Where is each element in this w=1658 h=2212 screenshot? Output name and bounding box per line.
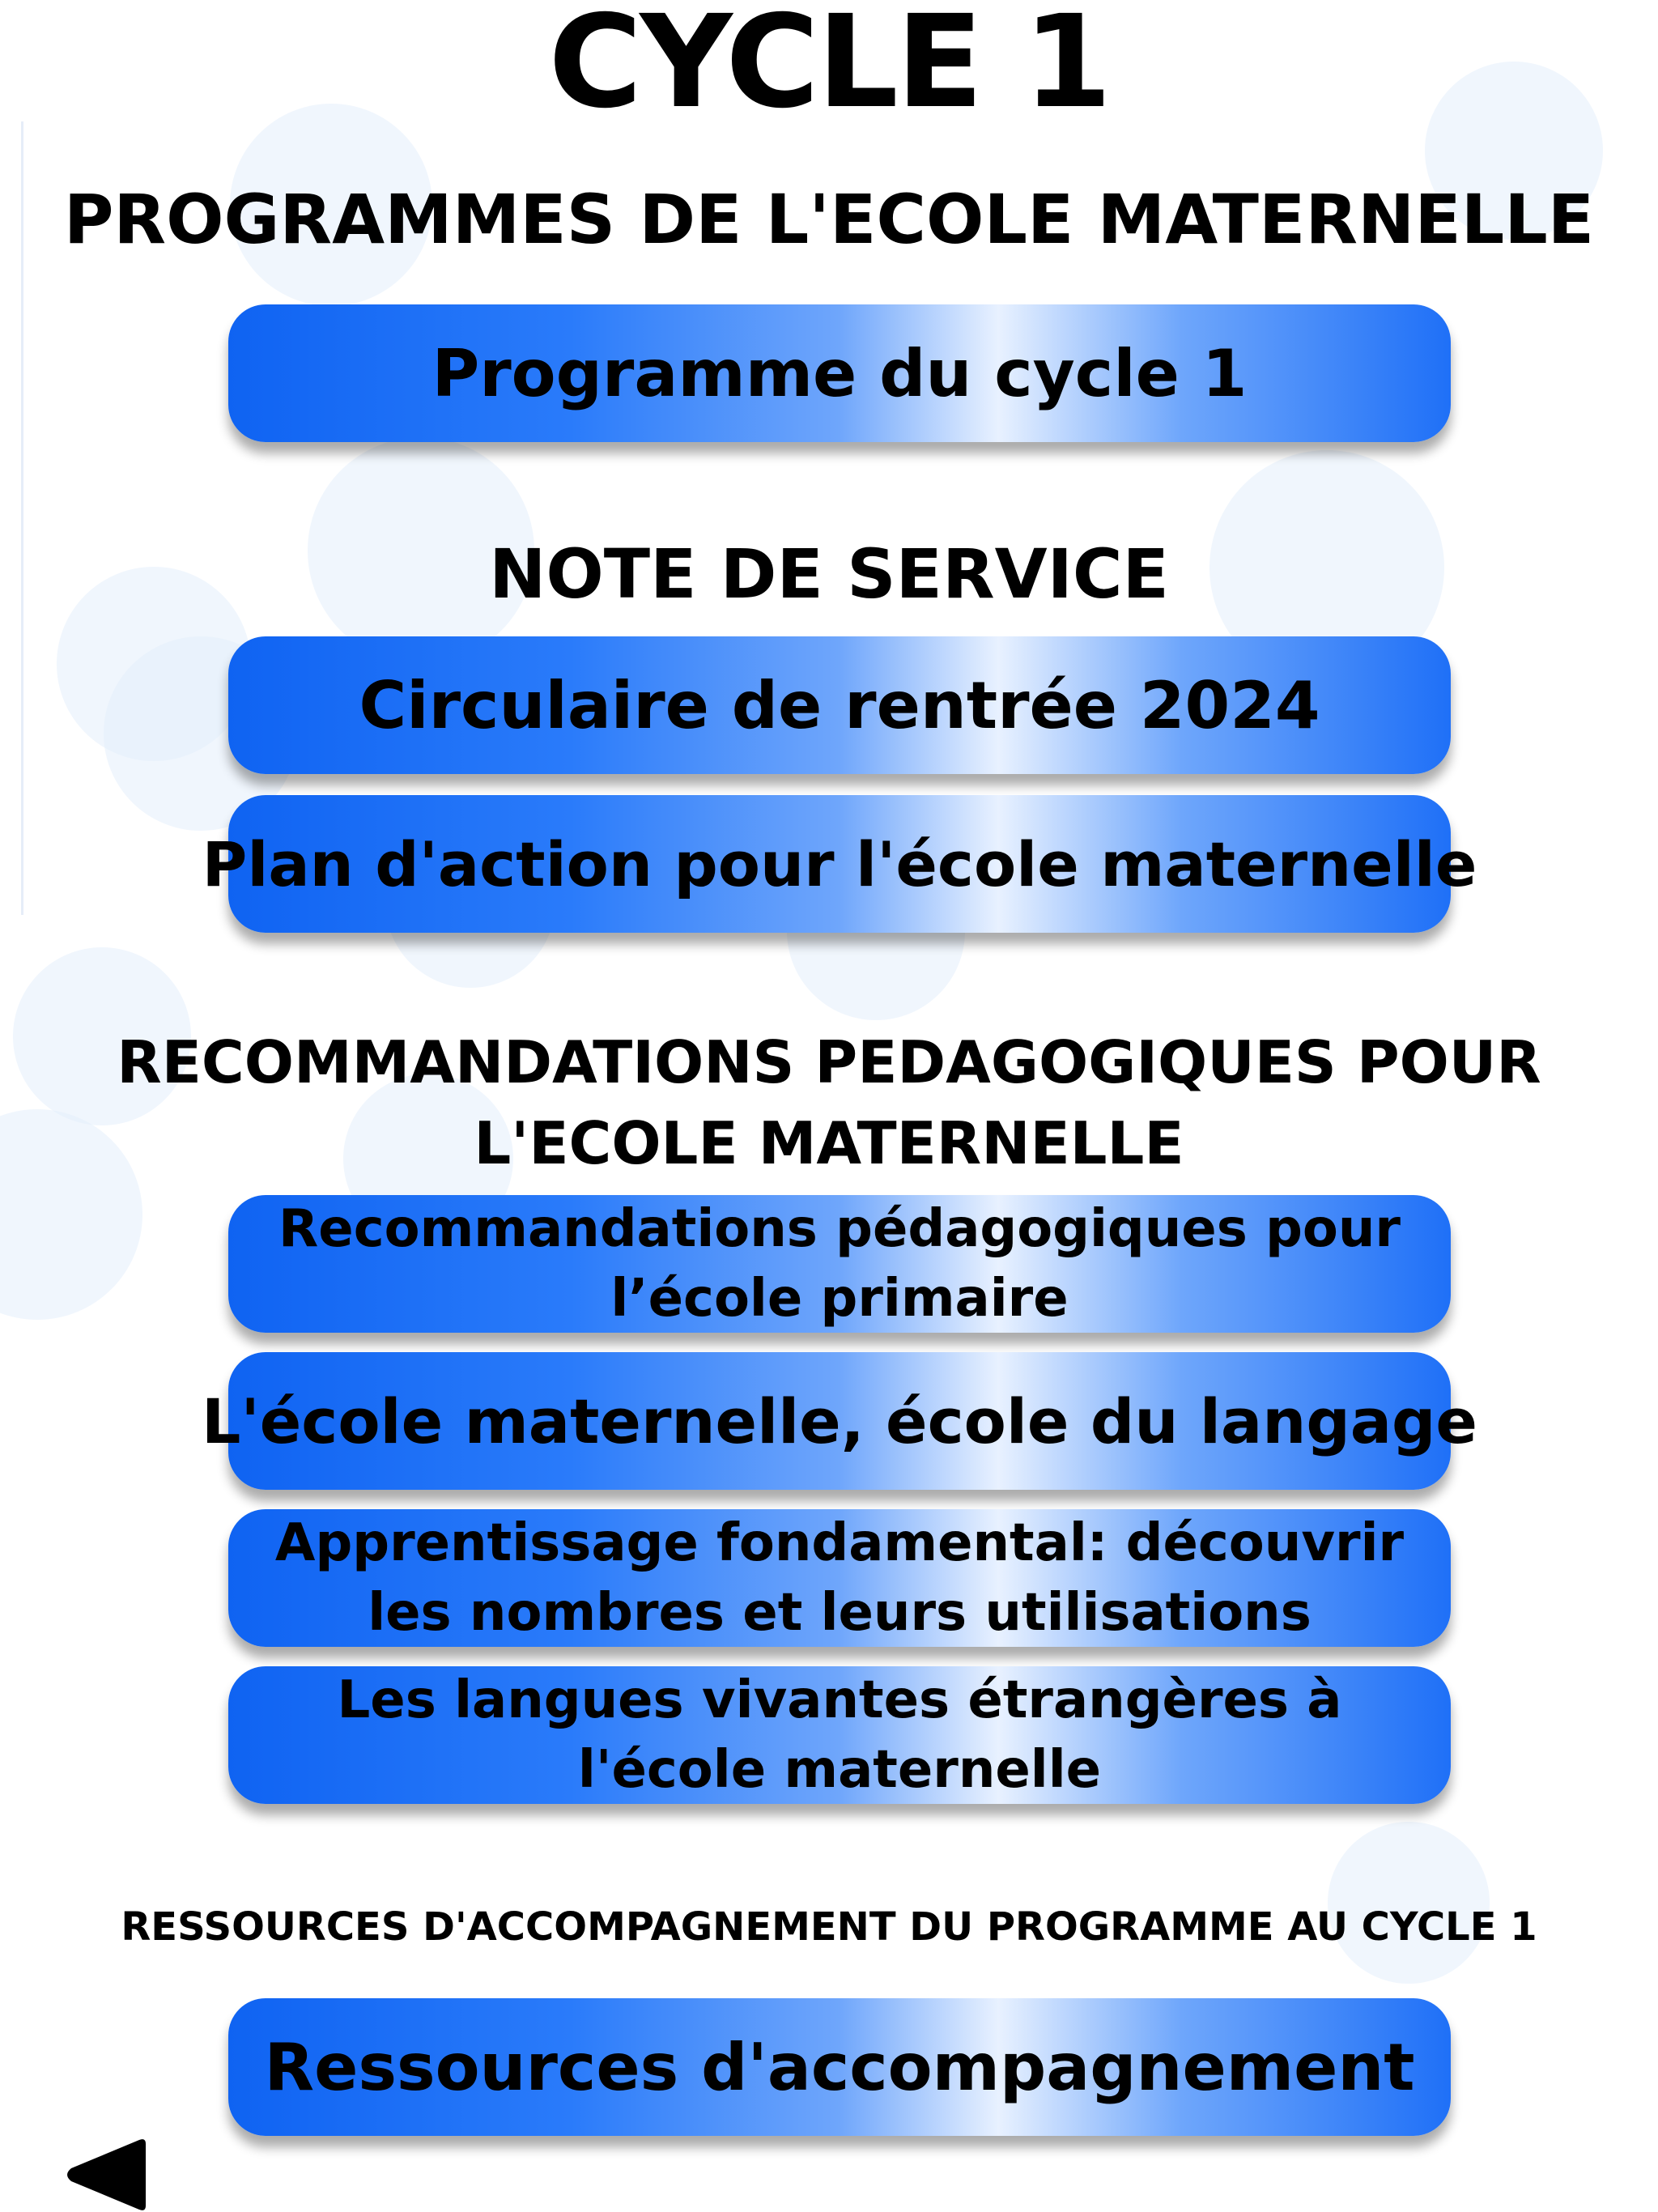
circulaire-rentree-2024-button[interactable]: [228, 636, 1451, 774]
recommandations-ecole-primaire-label: Recommandations pédagogiques pour l’école primaire: [278, 1199, 1401, 1329]
recommandations-ecole-primaire-button[interactable]: [228, 1195, 1451, 1333]
ressources-accompagnement-label: Ressources d'accompagnement: [264, 2029, 1415, 2105]
section-heading-recommandations: RECOMMANDATIONS PEDAGOGIQUES POUR L'ECOLE MATERNELLE: [117, 1028, 1541, 1177]
section-heading-programmes: PROGRAMMES DE L'ECOLE MATERNELLE: [63, 180, 1595, 259]
programme-cycle-1-label: Programme du cycle 1: [432, 335, 1248, 411]
plan-action-ecole-maternelle-label: Plan d'action pour l'école maternelle: [202, 827, 1477, 900]
section-heading-note-de-service: NOTE DE SERVICE: [489, 534, 1169, 614]
apprentissage-nombres-button[interactable]: [228, 1509, 1451, 1647]
circulaire-rentree-2024-label: Circulaire de rentrée 2024: [359, 667, 1320, 743]
section-heading-ressources: RESSOURCES D'ACCOMPAGNEMENT DU PROGRAMME AU CYCLE 1: [121, 1904, 1537, 1950]
apprentissage-nombres-label: Apprentissage fondamental: découvrir les nombres et leurs utilisations: [274, 1513, 1405, 1643]
langues-vivantes-button[interactable]: [228, 1666, 1451, 1804]
langues-vivantes-label: Les langues vivantes étrangères à l'école maternelle: [337, 1670, 1342, 1800]
back-arrow-icon: [62, 2138, 152, 2212]
background-bubble: [1328, 1822, 1490, 1984]
ecole-du-langage-button[interactable]: [202, 1352, 1477, 1490]
plan-action-ecole-maternelle-button[interactable]: [202, 795, 1477, 933]
ecole-du-langage-label: L'école maternelle, école du langage: [202, 1385, 1477, 1457]
page-title: CYCLE 1: [548, 0, 1110, 137]
programme-cycle-1-button[interactable]: [228, 304, 1451, 442]
ressources-accompagnement-button[interactable]: [228, 1998, 1451, 2136]
back-button[interactable]: [62, 2138, 152, 2212]
